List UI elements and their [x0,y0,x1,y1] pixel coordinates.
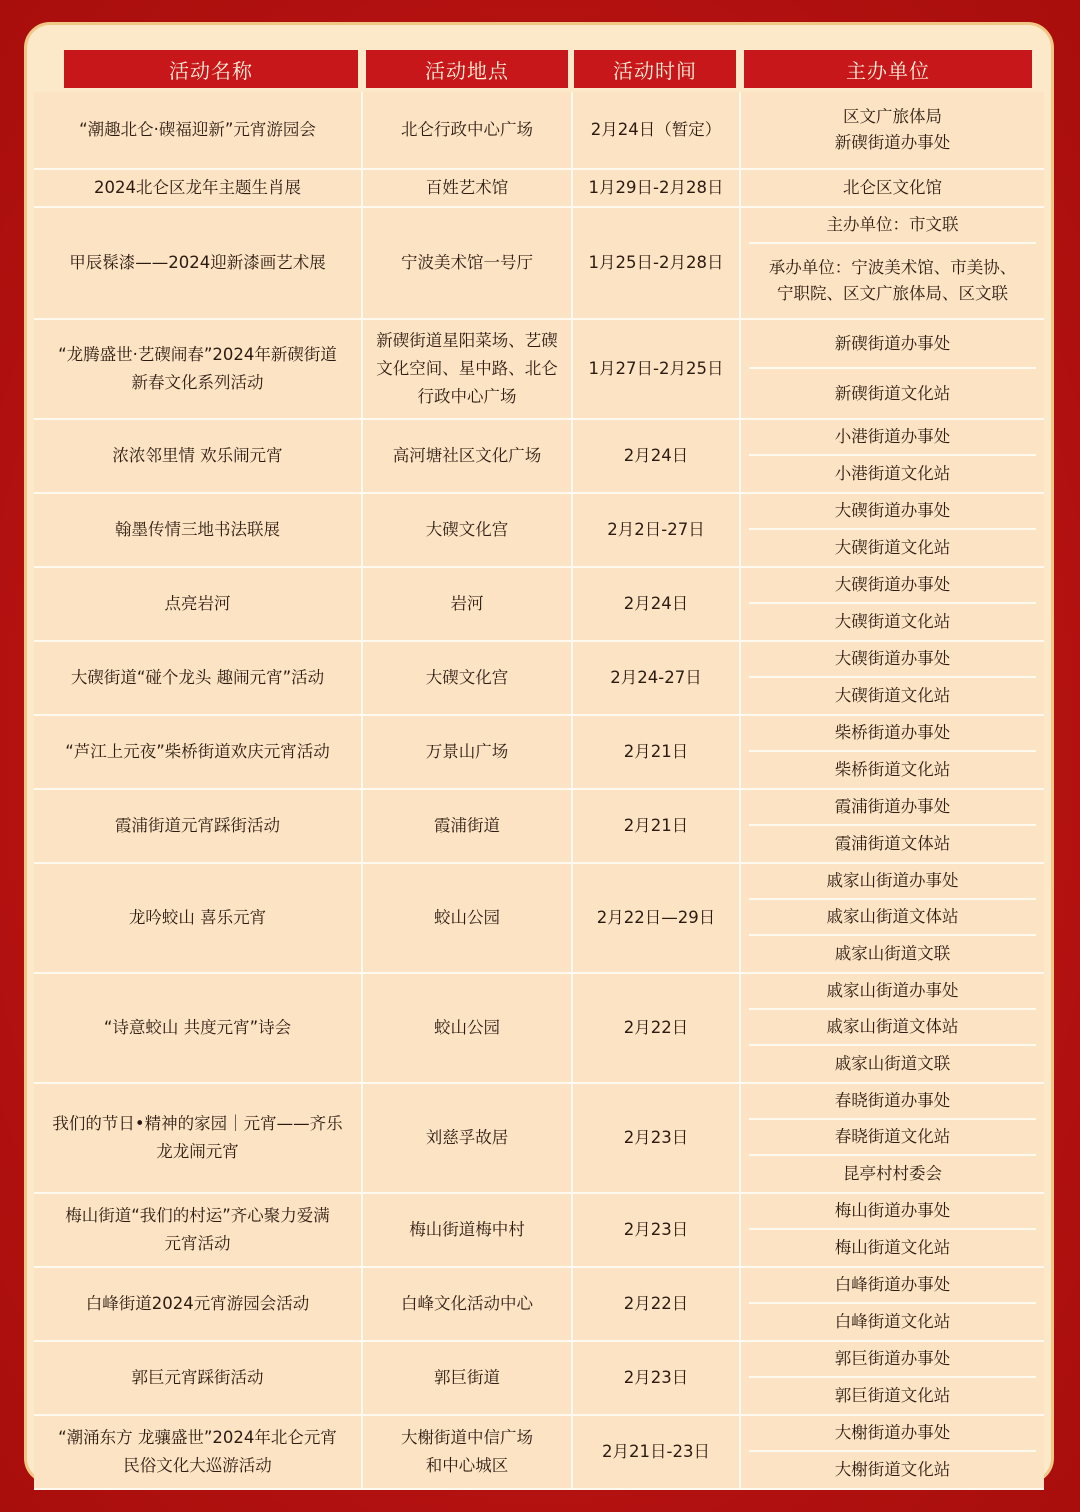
organizer-line: 大碶街道办事处 [749,494,1036,530]
header-activity-name: 活动名称 [64,50,358,88]
activity-time-cell: 2月24日（暂定） [572,92,740,169]
activity-name-cell: 郭巨元宵踩街活动 [34,1341,362,1415]
organizer-line: 戚家山街道文联 [834,944,951,963]
activity-place-cell: 新碶街道星阳菜场、艺碶 文化空间、星中路、北仑 行政中心广场 [362,319,572,419]
organizer-line: 区文广旅体局 新碶街道办事处 [834,107,951,152]
table-row [34,92,1044,169]
organizer-line: 大榭街道文化站 [834,1460,951,1479]
table-row [34,1341,1044,1415]
organizer-cell [740,1193,1044,1267]
organizer-line: 大榭街道办事处 [749,1416,1036,1452]
activity-time-cell: 2月21日-23日 [572,1415,740,1489]
activity-time-cell: 2月22日 [572,1267,740,1341]
activity-name-cell: 霞浦街道元宵踩街活动 [34,789,362,863]
schedule-table-body [34,92,1044,1489]
organizer-cell [740,419,1044,493]
organizer-line: 春晓街道文化站 [749,1120,1036,1156]
organizer-line: 小港街道办事处 [749,420,1036,456]
organizer-cell [740,567,1044,641]
activity-name-cell: 白峰街道2024元宵游园会活动 [34,1267,362,1341]
activity-time-cell: 2月21日 [572,789,740,863]
organizer-cell [740,207,1044,319]
organizer-cell [740,863,1044,973]
table-row [34,973,1044,1083]
activity-time-cell: 2月2日-27日 [572,493,740,567]
organizer-line: 白峰街道文化站 [834,1312,951,1331]
activity-time-cell: 2月24日 [572,419,740,493]
organizer-cell [740,169,1044,207]
organizer-line: 大碶街道办事处 [749,568,1036,604]
activity-place-cell: 岩河 [362,567,572,641]
activity-place-cell: 郭巨街道 [362,1341,572,1415]
organizer-line: 戚家山街道文体站 [749,900,1036,936]
table-row [34,567,1044,641]
activity-place-cell: 蛟山公园 [362,863,572,973]
table-row [34,715,1044,789]
header-organizer: 主办单位 [744,50,1032,88]
activity-name-cell: 2024北仑区龙年主题生肖展 [34,169,362,207]
activity-name-cell: “潮趣北仑·碶福迎新”元宵游园会 [34,92,362,169]
table-row [34,789,1044,863]
table-row [34,319,1044,419]
activity-time-cell: 2月24日 [572,567,740,641]
organizer-line: 新碶街道办事处 [749,320,1036,369]
activity-place-cell: 北仑行政中心广场 [362,92,572,169]
activity-name-cell: “潮涌东方 龙骧盛世”2024年北仑元宵 民俗文化大巡游活动 [34,1415,362,1489]
activity-time-cell: 2月22日 [572,973,740,1083]
organizer-line: 昆亭村村委会 [843,1164,942,1183]
activity-time-cell: 1月25日-2月28日 [572,207,740,319]
organizer-line: 承办单位：宁波美术馆、市美协、 宁职院、区文广旅体局、区文联 [768,258,1017,303]
table-row [34,1267,1044,1341]
activity-name-cell: 翰墨传情三地书法联展 [34,493,362,567]
schedule-table [34,92,1044,1490]
header-activity-time: 活动时间 [574,50,736,88]
activity-name-cell: “龙腾盛世·艺碶闹春”2024年新碶街道 新春文化系列活动 [34,319,362,419]
organizer-line: 柴桥街道办事处 [749,716,1036,752]
organizer-line: 霞浦街道办事处 [749,790,1036,826]
organizer-cell [740,641,1044,715]
organizer-line: 大碶街道文化站 [834,538,951,557]
activity-place-cell: 大碶文化宫 [362,641,572,715]
organizer-line: 小港街道文化站 [834,464,951,483]
table-row [34,419,1044,493]
activity-place-cell: 万景山广场 [362,715,572,789]
activity-time-cell: 2月23日 [572,1083,740,1193]
organizer-line: 郭巨街道办事处 [749,1342,1036,1378]
organizer-line: 主办单位：市文联 [749,208,1036,244]
activity-time-cell: 2月22日—29日 [572,863,740,973]
activity-place-cell: 高河塘社区文化广场 [362,419,572,493]
organizer-line: 新碶街道文化站 [834,383,951,403]
organizer-cell [740,493,1044,567]
organizer-line: 春晓街道办事处 [749,1084,1036,1120]
table-row [34,1083,1044,1193]
activity-time-cell: 1月29日-2月28日 [572,169,740,207]
activity-place-cell: 霞浦街道 [362,789,572,863]
organizer-cell [740,1083,1044,1193]
table-row [34,863,1044,973]
organizer-cell [740,789,1044,863]
organizer-line: 梅山街道文化站 [834,1238,951,1257]
activity-place-cell: 梅山街道梅中村 [362,1193,572,1267]
organizer-line: 戚家山街道文体站 [749,1010,1036,1046]
activity-name-cell: 大碶街道“碰个龙头 趣闹元宵”活动 [34,641,362,715]
activity-name-cell: “芦江上元夜”柴桥街道欢庆元宵活动 [34,715,362,789]
activity-place-cell: 宁波美术馆一号厅 [362,207,572,319]
organizer-cell [740,1341,1044,1415]
activity-place-cell: 蛟山公园 [362,973,572,1083]
activity-place-cell: 大碶文化宫 [362,493,572,567]
activity-name-cell: 我们的节日•精神的家园｜元宵——齐乐 龙龙闹元宵 [34,1083,362,1193]
organizer-cell [740,1415,1044,1489]
organizer-cell [740,715,1044,789]
activity-name-cell: 点亮岩河 [34,567,362,641]
organizer-line: 大碶街道文化站 [834,612,951,631]
activity-time-cell: 2月24-27日 [572,641,740,715]
organizer-line: 大碶街道办事处 [749,642,1036,678]
organizer-cell [740,92,1044,169]
activity-place-cell: 白峰文化活动中心 [362,1267,572,1341]
activity-place-cell: 刘慈孚故居 [362,1083,572,1193]
activity-place-cell: 大榭街道中信广场 和中心城区 [362,1415,572,1489]
organizer-line: 梅山街道办事处 [749,1194,1036,1230]
table-row [34,1193,1044,1267]
organizer-cell [740,973,1044,1083]
activity-time-cell: 2月23日 [572,1193,740,1267]
activity-name-cell: 甲辰髹漆——2024迎新漆画艺术展 [34,207,362,319]
activity-name-cell: 龙吟蛟山 喜乐元宵 [34,863,362,973]
organizer-cell [740,319,1044,419]
activity-name-cell: 梅山街道“我们的村运”齐心聚力爱满 元宵活动 [34,1193,362,1267]
table-row [34,641,1044,715]
activity-place-cell: 百姓艺术馆 [362,169,572,207]
activity-time-cell: 2月21日 [572,715,740,789]
table-row [34,493,1044,567]
organizer-line: 霞浦街道文体站 [834,834,951,853]
header-activity-place: 活动地点 [366,50,568,88]
organizer-line: 大碶街道文化站 [834,686,951,705]
organizer-line: 戚家山街道文联 [834,1054,951,1073]
organizer-cell [740,1267,1044,1341]
organizer-line: 北仑区文化馆 [843,178,942,197]
activity-name-cell: 浓浓邻里情 欢乐闹元宵 [34,419,362,493]
organizer-line: 戚家山街道办事处 [749,974,1036,1010]
table-row [34,1415,1044,1489]
activity-time-cell: 1月27日-2月25日 [572,319,740,419]
table-row [34,169,1044,207]
table-row [34,207,1044,319]
organizer-line: 戚家山街道办事处 [749,864,1036,900]
organizer-line: 郭巨街道文化站 [834,1386,951,1405]
activity-time-cell: 2月23日 [572,1341,740,1415]
organizer-line: 白峰街道办事处 [749,1268,1036,1304]
organizer-line: 柴桥街道文化站 [834,760,951,779]
activity-name-cell: “诗意蛟山 共度元宵”诗会 [34,973,362,1083]
